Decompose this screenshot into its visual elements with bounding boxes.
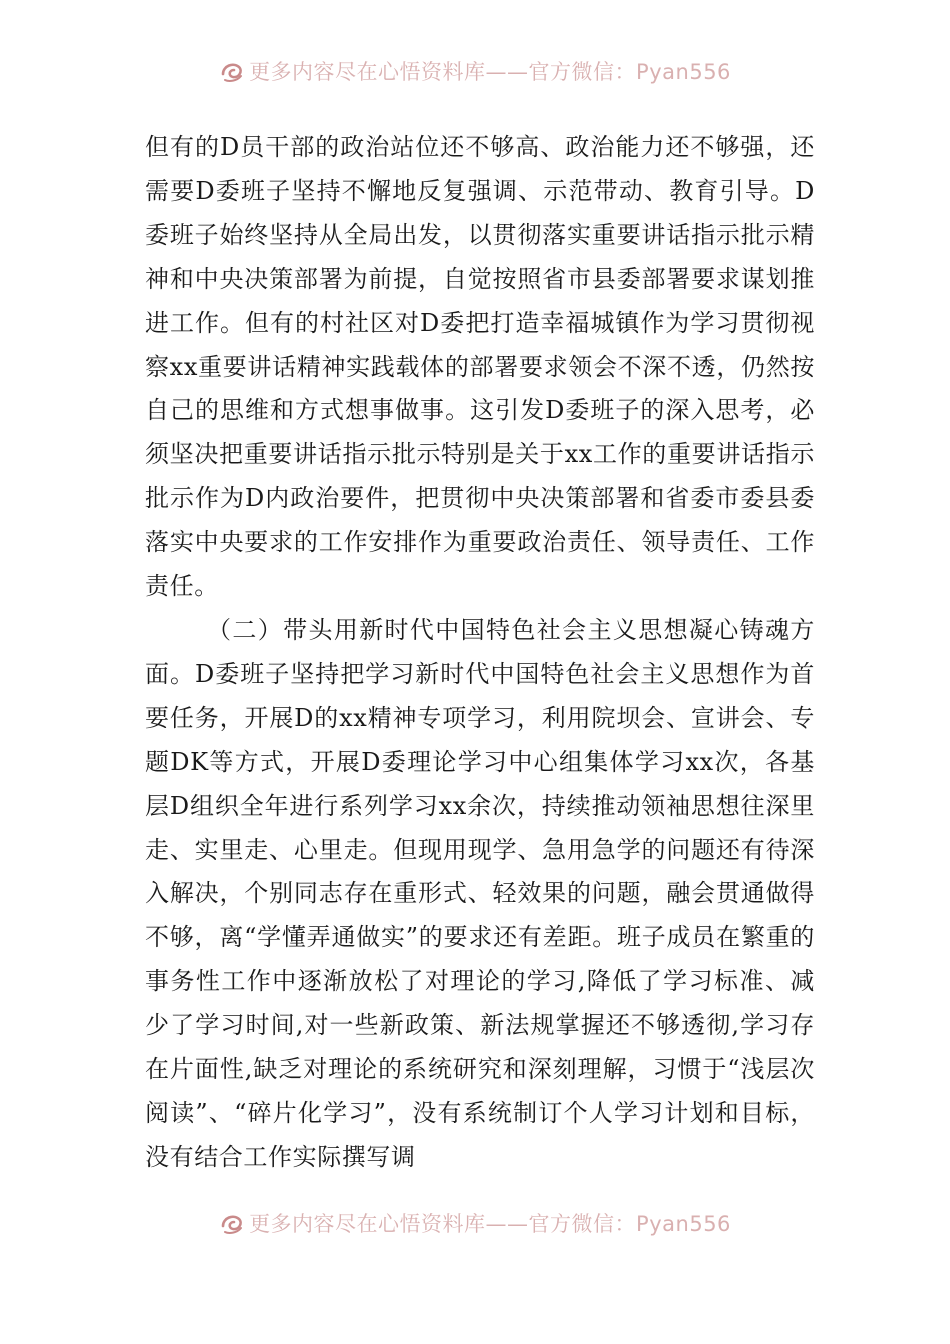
footer-watermark [0,1208,950,1238]
swirl-logo-icon [219,1210,245,1236]
swirl-logo-icon [219,58,245,84]
document-body [145,126,815,1180]
paragraph-section-2: （二）带头用新时代中国特色社会主义思想凝心铸魂方面。D委班子坚持把学习新时代中国特色社会主义思想作为首要任务，开展D的xx精神专项学习，利用院坝会、宣讲会、专题DK等方式，开展D委理论学习中心组集体学习xx次，各基层D组织全年进行系列学习xx余次，持续推动领袖思想往深里走、实里走、心里走。但现用现学、急用急学的问题还有待深入解决，个别同志存在重形式、轻效果的问题，融会贯通做得不够，离“学懂弄通做实”的要求还有差距。班子成员在繁重的事务性工作中逐渐放松了对理论的学习,降低了学习标准、减少了学习时间,对一些新政策、新法规掌握还不够透彻,学习存在片面性,缺乏对理论的系统研究和深刻理解，习惯于“浅层次阅读”、“碎片化学习”，没有系统制订个人学习计划和目标，没有结合工作实际撰写调 [145,615,815,1171]
watermark-text: 更多内容尽在心悟资料库——官方微信：Pyan556 [249,60,731,84]
paragraph-continued: 但有的D员干部的政治站位还不够高、政治能力还不够强，还需要D委班子坚持不懈地反复强调、示范带动、教育引导。D委班子始终坚持从全局出发，以贯彻落实重要讲话指示批示精神和中央决策部署为前提，自觉按照省市县委部署要求谋划推进工作。但有的村社区对D委把打造幸福城镇作为学习贯彻视察xx重要讲话精神实践载体的部署要求领会不深不透，仍然按自己的思维和方式想事做事。这引发D委班子的深入思考，必须坚决把重要讲话指示批示特别是关于xx工作的重要讲话指示批示作为D内政治要件，把贯彻中央决策部署和省委市委县委落实中央要求的工作安排作为重要政治责任、领导责任、工作责任。 [145,133,815,601]
header-watermark [0,56,950,86]
watermark-text: 更多内容尽在心悟资料库——官方微信：Pyan556 [249,1212,731,1236]
